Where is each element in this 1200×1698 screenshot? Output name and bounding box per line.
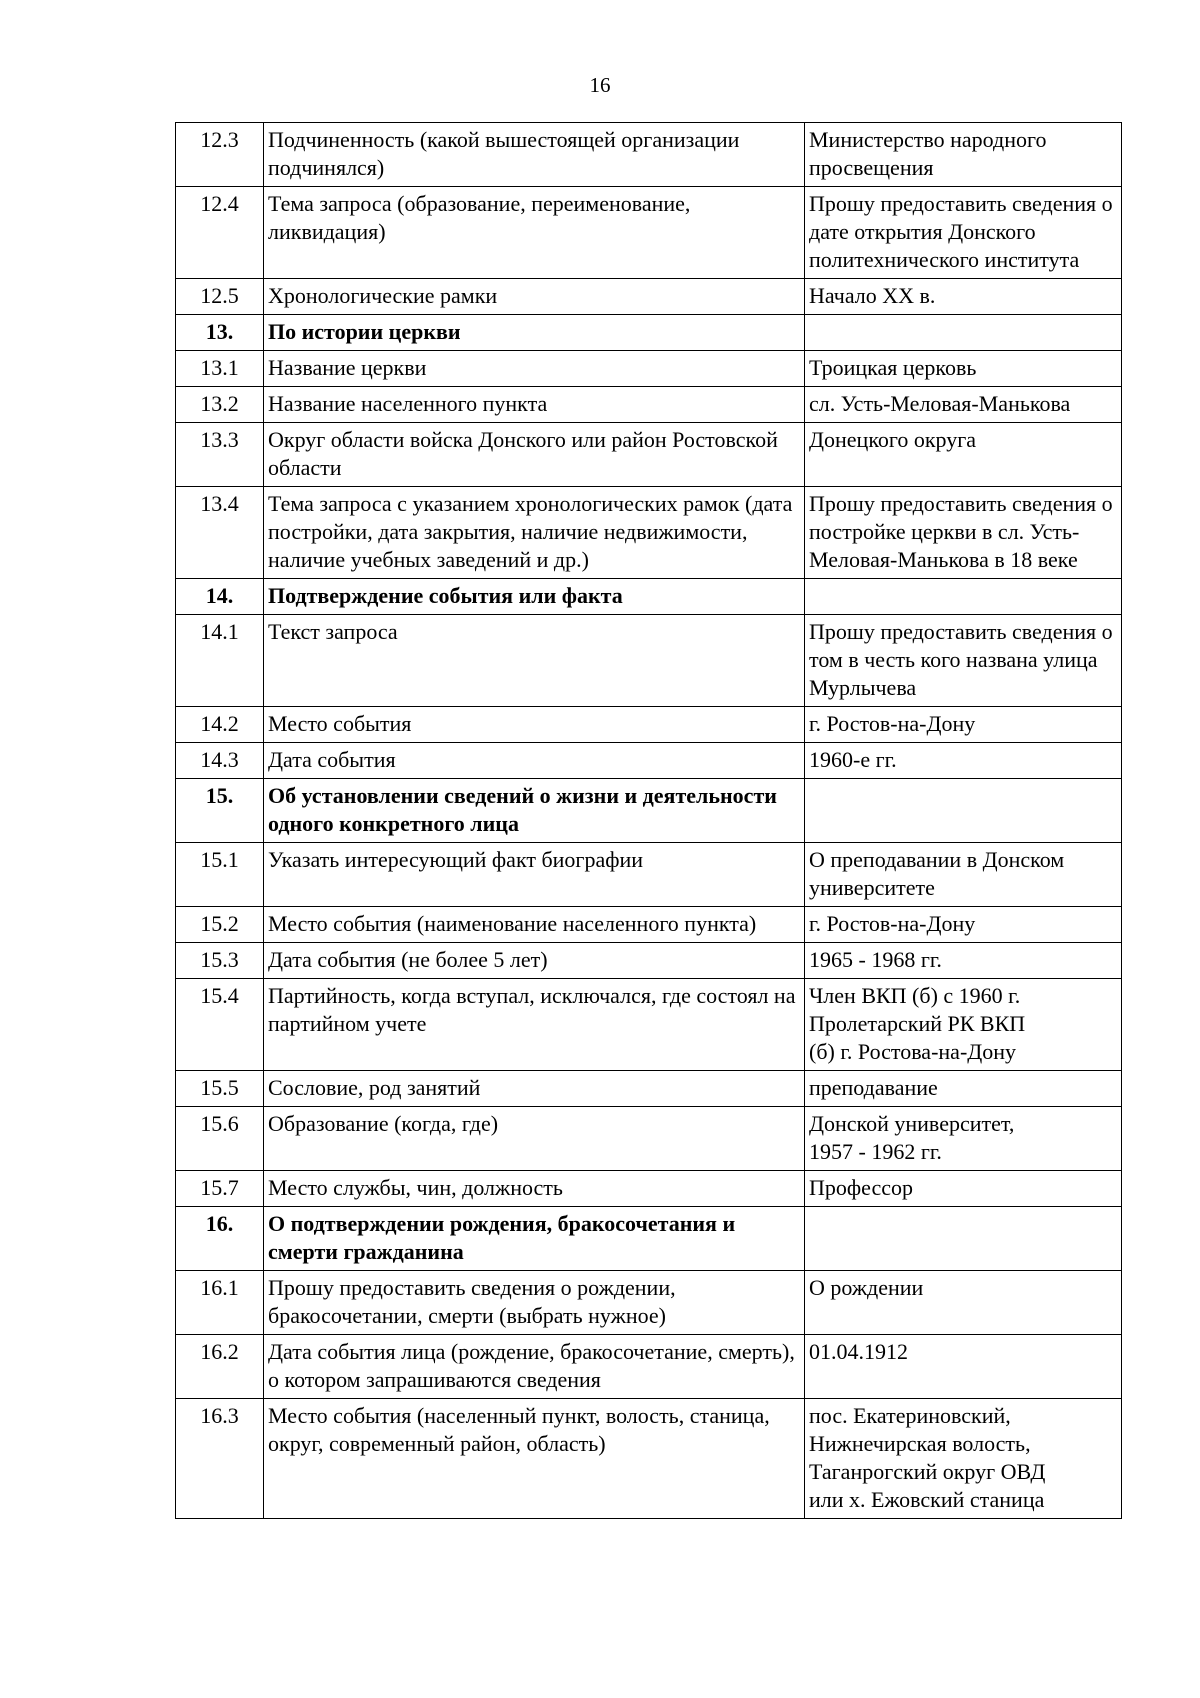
field-label: Дата события (не более 5 лет) <box>264 943 805 979</box>
row-number: 14.2 <box>176 707 264 743</box>
row-number: 15.5 <box>176 1071 264 1107</box>
field-value: О преподавании в Донском университете <box>805 843 1122 907</box>
field-label: Образование (когда, где) <box>264 1107 805 1171</box>
field-value: г. Ростов-на-Дону <box>805 907 1122 943</box>
field-label: Название населенного пункта <box>264 387 805 423</box>
field-label: Хронологические рамки <box>264 279 805 315</box>
table-row <box>176 743 1122 779</box>
field-label: Сословие, род занятий <box>264 1071 805 1107</box>
row-number: 16.2 <box>176 1335 264 1399</box>
section-title: Подтверждение события или факта <box>264 579 805 615</box>
field-value: 01.04.1912 <box>805 1335 1122 1399</box>
table-row <box>176 423 1122 487</box>
row-number: 15.7 <box>176 1171 264 1207</box>
row-number: 15.1 <box>176 843 264 907</box>
section-title: Об установлении сведений о жизни и деятельности одного конкретного лица <box>264 779 805 843</box>
row-number: 13.2 <box>176 387 264 423</box>
row-number: 13.4 <box>176 487 264 579</box>
table-body <box>176 123 1122 1519</box>
field-value: Профессор <box>805 1171 1122 1207</box>
field-value: Прошу предоставить сведения о том в честь кого названа улица Мурлычева <box>805 615 1122 707</box>
row-number: 15.3 <box>176 943 264 979</box>
field-label: Указать интересующий факт биографии <box>264 843 805 907</box>
row-number: 16. <box>176 1207 264 1271</box>
field-label: Тема запроса с указанием хронологических рамок (дата постройки, дата закрытия, наличие недвижимости, наличие учебных заведений и др.) <box>264 487 805 579</box>
table-row <box>176 979 1122 1071</box>
row-number: 14. <box>176 579 264 615</box>
table-row <box>176 843 1122 907</box>
field-label: Дата события <box>264 743 805 779</box>
field-label: Текст запроса <box>264 615 805 707</box>
section-header-row <box>176 579 1122 615</box>
table-row <box>176 1071 1122 1107</box>
field-label: Дата события лица (рождение, бракосочетание, смерть), о котором запрашиваются сведения <box>264 1335 805 1399</box>
row-number: 12.5 <box>176 279 264 315</box>
field-value <box>805 779 1122 843</box>
field-value <box>805 1207 1122 1271</box>
row-number: 15. <box>176 779 264 843</box>
table-row <box>176 1171 1122 1207</box>
row-number: 15.6 <box>176 1107 264 1171</box>
table-row <box>176 279 1122 315</box>
field-value: Донской университет, 1957 - 1962 гг. <box>805 1107 1122 1171</box>
row-number: 14.3 <box>176 743 264 779</box>
field-value: Начало XX в. <box>805 279 1122 315</box>
field-label: Тема запроса (образование, переименование, ликвидация) <box>264 187 805 279</box>
field-value: сл. Усть-Меловая-Манькова <box>805 387 1122 423</box>
field-value <box>805 579 1122 615</box>
field-value: 1960-е гг. <box>805 743 1122 779</box>
page-number: 16 <box>589 73 611 97</box>
row-number: 13.3 <box>176 423 264 487</box>
field-value: Прошу предоставить сведения о дате открытия Донского политехнического института <box>805 187 1122 279</box>
field-value: Троицкая церковь <box>805 351 1122 387</box>
field-label: Место службы, чин, должность <box>264 1171 805 1207</box>
field-value: Донецкого округа <box>805 423 1122 487</box>
table-row <box>176 1271 1122 1335</box>
table-row <box>176 943 1122 979</box>
table-row <box>176 123 1122 187</box>
table-row <box>176 1335 1122 1399</box>
row-number: 14.1 <box>176 615 264 707</box>
field-label: Прошу предоставить сведения о рождении, бракосочетании, смерти (выбрать нужное) <box>264 1271 805 1335</box>
field-value <box>805 315 1122 351</box>
row-number: 15.2 <box>176 907 264 943</box>
field-value: Прошу предоставить сведения о постройке церкви в сл. Усть-Меловая-Манькова в 18 веке <box>805 487 1122 579</box>
field-value: пос. Екатериновский, Нижнечирская волость, Таганрогский округ ОВД или х. Ежовский станица <box>805 1399 1122 1519</box>
field-value: Министерство народного просвещения <box>805 123 1122 187</box>
row-number: 13.1 <box>176 351 264 387</box>
section-title: По истории церкви <box>264 315 805 351</box>
row-number: 16.1 <box>176 1271 264 1335</box>
field-value: г. Ростов-на-Дону <box>805 707 1122 743</box>
field-value: преподавание <box>805 1071 1122 1107</box>
table-row <box>176 487 1122 579</box>
row-number: 16.3 <box>176 1399 264 1519</box>
row-number: 12.4 <box>176 187 264 279</box>
row-number: 13. <box>176 315 264 351</box>
field-value: Член ВКП (б) с 1960 г. Пролетарский РК ВКП (б) г. Ростова-на-Дону <box>805 979 1122 1071</box>
table-row <box>176 615 1122 707</box>
table-row <box>176 187 1122 279</box>
table-row <box>176 1107 1122 1171</box>
section-header-row <box>176 779 1122 843</box>
table-row <box>176 387 1122 423</box>
table-row <box>176 1399 1122 1519</box>
table-row <box>176 707 1122 743</box>
table-row <box>176 351 1122 387</box>
field-label: Округ области войска Донского или район Ростовской области <box>264 423 805 487</box>
request-form-table <box>175 122 1122 1519</box>
field-label: Название церкви <box>264 351 805 387</box>
field-label: Место события (наименование населенного пункта) <box>264 907 805 943</box>
field-label: Партийность, когда вступал, исключался, где состоял на партийном учете <box>264 979 805 1071</box>
row-number: 15.4 <box>176 979 264 1071</box>
row-number: 12.3 <box>176 123 264 187</box>
section-header-row <box>176 1207 1122 1271</box>
field-label: Место события <box>264 707 805 743</box>
field-label: Место события (населенный пункт, волость, станица, округ, современный район, область) <box>264 1399 805 1519</box>
table-row <box>176 907 1122 943</box>
section-header-row <box>176 315 1122 351</box>
field-value: О рождении <box>805 1271 1122 1335</box>
field-value: 1965 - 1968 гг. <box>805 943 1122 979</box>
field-label: Подчиненность (какой вышестоящей организации подчинялся) <box>264 123 805 187</box>
section-title: О подтверждении рождения, бракосочетания и смерти гражданина <box>264 1207 805 1271</box>
